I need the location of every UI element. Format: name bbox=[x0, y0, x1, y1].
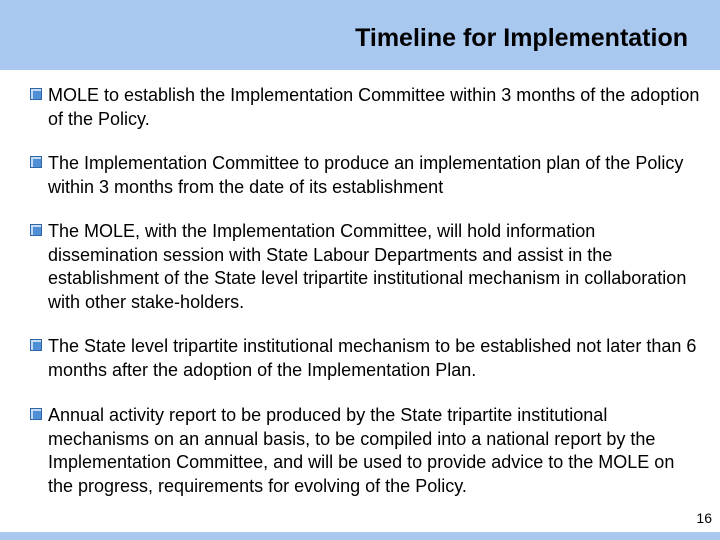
title-divider bbox=[0, 70, 720, 73]
checkbox-bullet-icon bbox=[30, 156, 42, 168]
checkbox-bullet-icon bbox=[30, 88, 42, 100]
bullet-text: The State level tripartite institutional mechanism to be established not later than 6 months after the adoption of the Implementation Plan. bbox=[48, 336, 697, 380]
bullet-item bbox=[30, 84, 700, 131]
checkbox-bullet-icon bbox=[30, 339, 42, 351]
bullet-text: Annual activity report to be produced by the State tripartite institutional mechanisms on an annual basis, to be compiled into a national report by the Implementation Committee, and will be used to provide advice to the MOLE on the progress, requirements for evolving of the Policy. bbox=[48, 405, 675, 496]
bullet-list bbox=[30, 84, 700, 498]
bullet-text: The MOLE, with the Implementation Committee, will hold information dissemination session with State Labour Departments and assist in the establishment of the State level tripartite institutional mechanism in collaboration with other stake-holders. bbox=[48, 221, 687, 312]
bullet-item bbox=[30, 152, 700, 199]
bottom-bar bbox=[0, 532, 720, 540]
checkbox-bullet-icon bbox=[30, 408, 42, 420]
checkbox-bullet-icon bbox=[30, 224, 42, 236]
bullet-item bbox=[30, 335, 700, 382]
slide-title: Timeline for Implementation bbox=[355, 24, 688, 52]
bullet-item bbox=[30, 404, 700, 498]
bullet-text: The Implementation Committee to produce an implementation plan of the Policy within 3 months from the date of its establishment bbox=[48, 153, 684, 197]
title-bar bbox=[0, 0, 720, 70]
bullet-item bbox=[30, 220, 700, 314]
page-number: 16 bbox=[696, 510, 712, 526]
bullet-text: MOLE to establish the Implementation Committee within 3 months of the adoption of the Policy. bbox=[48, 85, 700, 129]
